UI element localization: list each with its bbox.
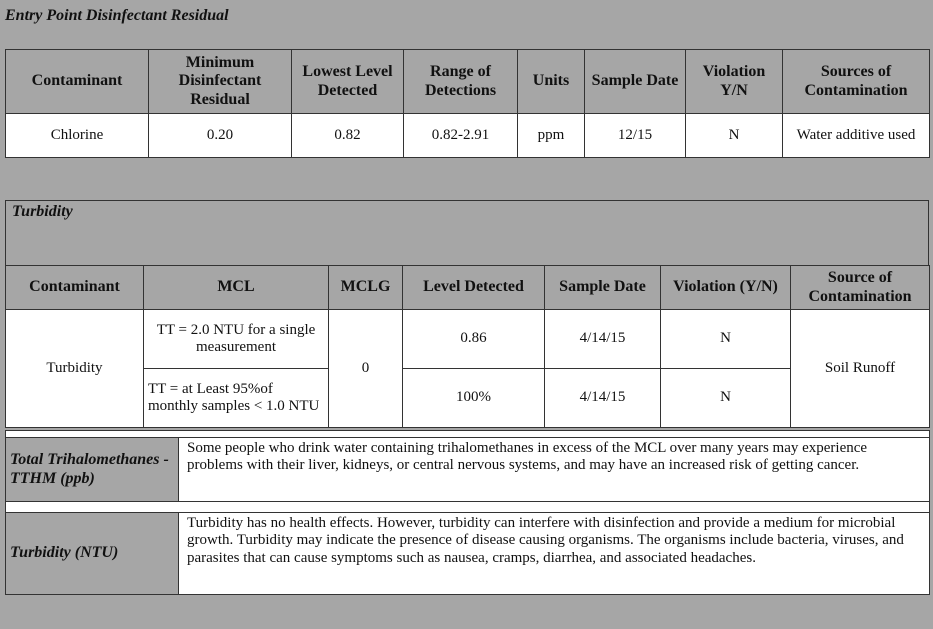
table-cell: 0.82-2.91 [404, 114, 518, 158]
col-header: MCLG [329, 266, 403, 310]
table-cell: N [661, 310, 791, 369]
table-cell: 0.82 [292, 114, 404, 158]
table-cell: Turbidity [6, 310, 144, 428]
table-cell: N [661, 369, 791, 428]
divider [6, 431, 930, 438]
entry-point-title: Entry Point Disinfectant Residual [5, 7, 229, 24]
table-cell: ppm [518, 114, 585, 158]
col-header: MCL [144, 266, 329, 310]
table-cell: Soil Runoff [791, 310, 930, 428]
col-header: Violation (Y/N) [661, 266, 791, 310]
divider [6, 502, 930, 513]
table-cell: 12/15 [585, 114, 686, 158]
note-text: Turbidity has no health effects. However, turbidity can interfere with disinfection and provide a medium for microbial growth. Turbidity may indicate the presence of disease causing organisms. The organisms include bacteria, viruses, and parasites that can cause symptoms such as nausea, cramps, diarrhea, and associated headaches. [179, 513, 930, 595]
col-header: Sample Date [585, 50, 686, 114]
col-header: Source of Contamination [791, 266, 930, 310]
table-cell: 4/14/15 [545, 310, 661, 369]
turbidity-table [5, 265, 930, 428]
notes-table [5, 430, 930, 595]
health-notes [5, 430, 929, 595]
col-header: Units [518, 50, 585, 114]
col-header: Sources of Contamination [783, 50, 930, 114]
turbidity-title: Turbidity [12, 203, 73, 220]
table-cell: Water additive used [783, 114, 930, 158]
entry-header-row [6, 50, 930, 114]
turbidity-section [5, 200, 929, 428]
note-text: Some people who drink water containing trihalomethanes in excess of the MCL over many years may experience problems with their liver, kidneys, or central nervous systems, and may have an increased risk of getting cancer. [179, 438, 930, 502]
entry-point-table [5, 49, 930, 158]
table-cell: 100% [403, 369, 545, 428]
table-cell: 0 [329, 310, 403, 428]
col-header: Range of Detections [404, 50, 518, 114]
col-header: Sample Date [545, 266, 661, 310]
table-cell: TT = at Least 95%of monthly samples < 1.0 NTU [144, 369, 329, 428]
col-header: Violation Y/N [686, 50, 783, 114]
col-header: Lowest Level Detected [292, 50, 404, 114]
table-cell: 4/14/15 [545, 369, 661, 428]
table-cell: N [686, 114, 783, 158]
note-label: Total Trihalomethanes - TTHM (ppb) [6, 438, 179, 502]
table-row [6, 114, 930, 158]
table-cell: 0.20 [149, 114, 292, 158]
turbidity-header-row [6, 266, 930, 310]
col-header: Level Detected [403, 266, 545, 310]
table-row [6, 310, 930, 369]
note-row [6, 513, 930, 595]
col-header: Contaminant [6, 266, 144, 310]
table-cell: 0.86 [403, 310, 545, 369]
col-header: Minimum Disinfectant Residual [149, 50, 292, 114]
note-row [6, 438, 930, 502]
turbidity-title-box [5, 200, 929, 265]
entry-point-table-wrap [5, 49, 929, 158]
note-label: Turbidity (NTU) [6, 513, 179, 595]
col-header: Contaminant [6, 50, 149, 114]
table-cell: TT = 2.0 NTU for a single measurement [144, 310, 329, 369]
table-cell: Chlorine [6, 114, 149, 158]
